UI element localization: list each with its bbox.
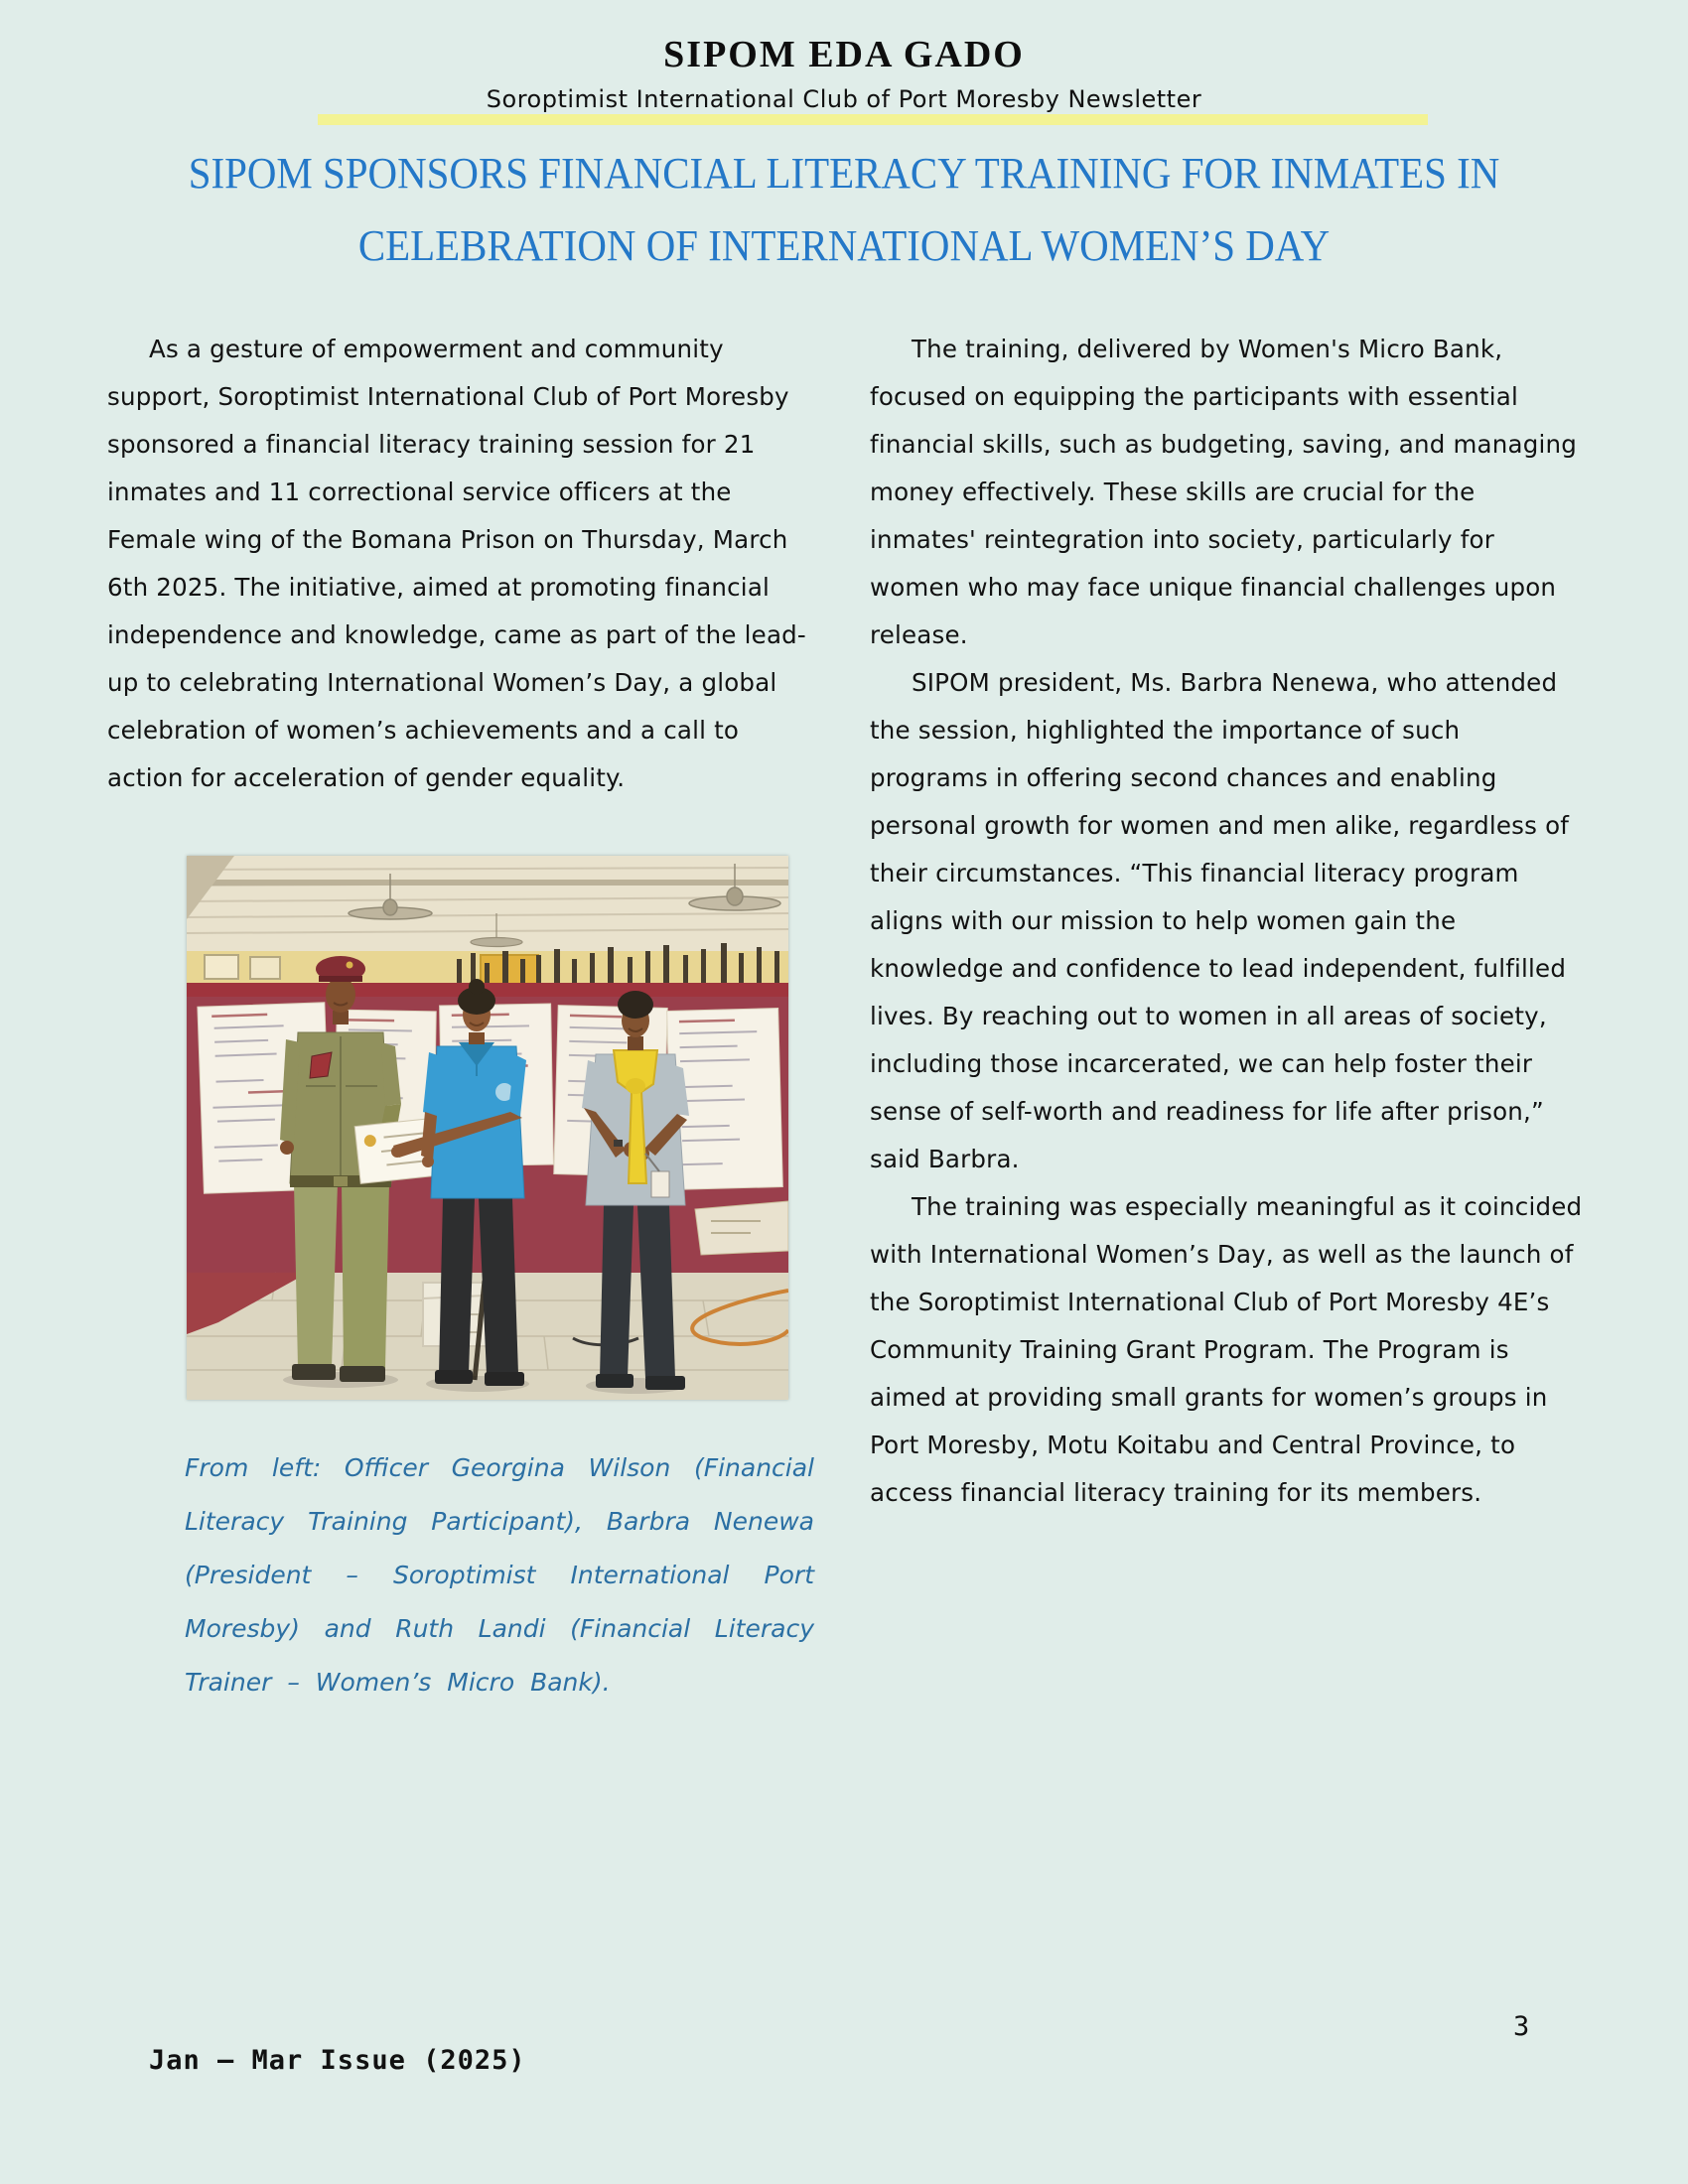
- article-headline: [170, 137, 1518, 282]
- body-paragraph: SIPOM president, Ms. Barbra Nenewa, who attended the session, highlighted the importance of such programs in offering second chances and enabling personal growth for women and men alike, regardless of their circumstances. “This financial literacy program aligns with our mission to help women gain the knowledge and confidence to lead independent, fulfilled lives. By reaching out to women in all areas of society, including those incarcerated, we can help foster their sense of self-worth and readiness for life after prison,” said Barbra.: [870, 668, 1570, 1173]
- page-number: 3: [1513, 2011, 1530, 2042]
- photo-tint-overlay: [187, 856, 788, 1400]
- left-column: [107, 326, 820, 802]
- right-column: [870, 326, 1583, 1517]
- body-paragraph: As a gesture of empowerment and community support, Soroptimist International Club of Port Moresby sponsored a financial literacy training session for 21 inmates and 11 correctional service officers at the Female wing of the Bomana Prison on Thursday, March 6th 2025. The initiative, aimed at promoting financial independence and knowledge, came as part of the lead-up to celebrating International Women’s Day, a global celebration of women’s achievements and a call to action for acceleration of gender equality.: [107, 335, 806, 792]
- headline-line2: CELEBRATION OF INTERNATIONAL WOMEN’S DAY: [357, 221, 1331, 270]
- yellow-divider-rule: [318, 114, 1428, 125]
- headline-line1: SIPOM SPONSORS FINANCIAL LITERACY TRAINING FOR INMATES IN: [188, 149, 1500, 198]
- body-paragraph: The training, delivered by Women's Micro Bank, focused on equipping the participants with essential financial skills, such as budgeting, saving, and managing money effectively. These skills are crucial for the inmates' reintegration into society, particularly for women who may face unique financial challenges upon release.: [870, 335, 1577, 649]
- article-photo: [187, 856, 788, 1400]
- body-paragraph: The training was especially meaningful as it coincided with International Women’s Day, as well as the launch of the Soroptimist International Club of Port Moresby 4E’s Community Training Grant Program. The Program is aimed at providing small grants for women’s groups in Port Moresby, Motu Koitabu and Central Province, to access financial literacy training for its members.: [870, 1192, 1583, 1507]
- newsletter-title: SIPOM EDA GADO: [663, 34, 1025, 75]
- photo-caption: From left: Officer Georgina Wilson (Financial Literacy Training Participant), Barbra Nenewa (President – Soroptimist International Port Moresby) and Ruth Landi (Financial Literacy Trainer – Women’s Micro Bank).: [185, 1453, 814, 1697]
- newsletter-subtitle: Soroptimist International Club of Port Moresby Newsletter: [486, 85, 1202, 113]
- issue-label: Jan – Mar Issue (2025): [149, 2045, 526, 2076]
- photo-illustration: [187, 856, 788, 1400]
